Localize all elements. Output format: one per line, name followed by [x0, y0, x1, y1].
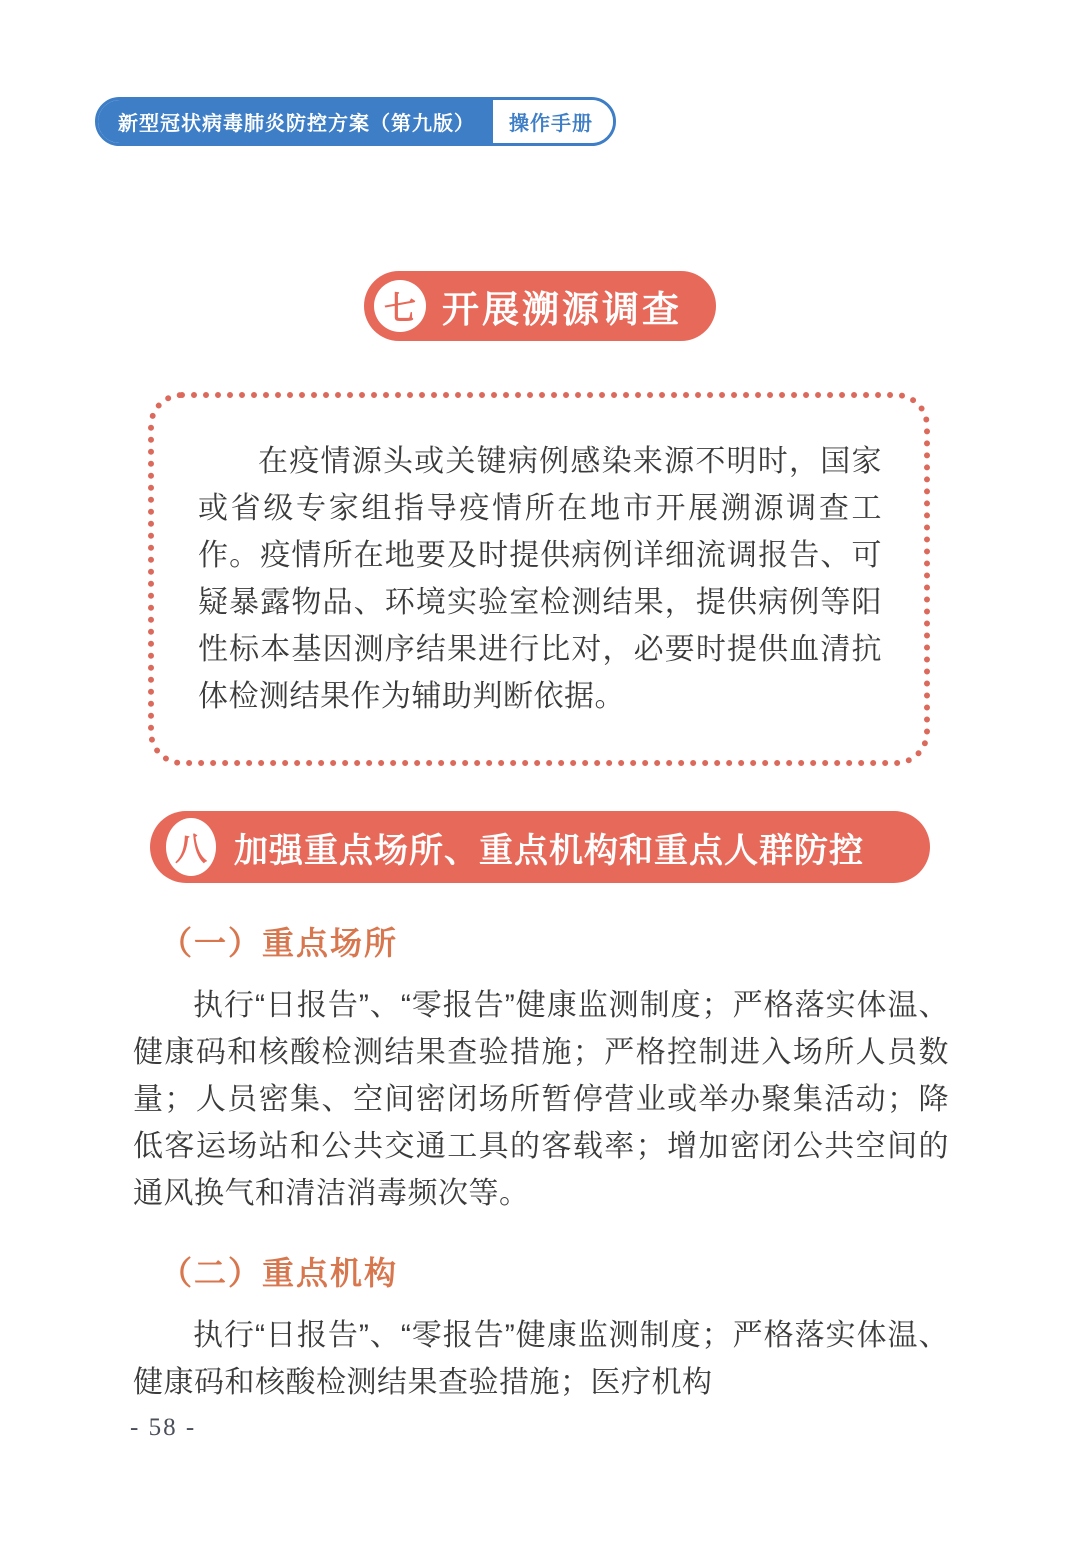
section-7-banner — [364, 271, 716, 341]
section-7-number-badge: 七 — [374, 280, 426, 332]
manual-badge: 操作手册 — [493, 100, 613, 143]
page-number: - 58 - — [130, 1414, 197, 1441]
manual-title: 新型冠状病毒肺炎防控方案（第九版） — [98, 100, 493, 143]
section-8-banner — [150, 811, 930, 883]
section-7-body-text: 在疫情源头或关键病例感染来源不明时，国家或省级专家组指导疫情所在地市开展溯源调查工作。疫情所在地要及时提供病例详细流调报告、可疑暴露物品、环境实验室检测结果，提供病例等阳性标本基因测序结果进行比对，必要时提供血清抗体检测结果作为辅助判断依据。 — [198, 445, 882, 713]
section-8-title: 加强重点场所、重点机构和重点人群防控 — [234, 831, 864, 870]
section-7-title: 开展溯源调查 — [442, 289, 682, 330]
subsection-1-heading: （一）重点场所 — [160, 925, 399, 961]
subsection-2-heading: （二）重点机构 — [160, 1255, 399, 1291]
subsection-2-body-text: 执行“日报告”、“零报告”健康监测制度；严格落实体温、健康码和核酸检测结果查验措施；医疗机构 — [133, 1319, 949, 1399]
section-8-number-badge: 八 — [166, 818, 216, 876]
subsection-1-body-text: 执行“日报告”、“零报告”健康监测制度；严格落实体温、健康码和核酸检测结果查验措施；严格控制进入场所人员数量；人员密集、空间密闭场所暂停营业或举办聚集活动；降低客运场站和公共交通工具的客载率；增加密闭公共空间的通风换气和清洁消毒频次等。 — [133, 989, 949, 1210]
page-header-pill — [95, 97, 616, 146]
section-7-callout-box — [148, 392, 930, 766]
